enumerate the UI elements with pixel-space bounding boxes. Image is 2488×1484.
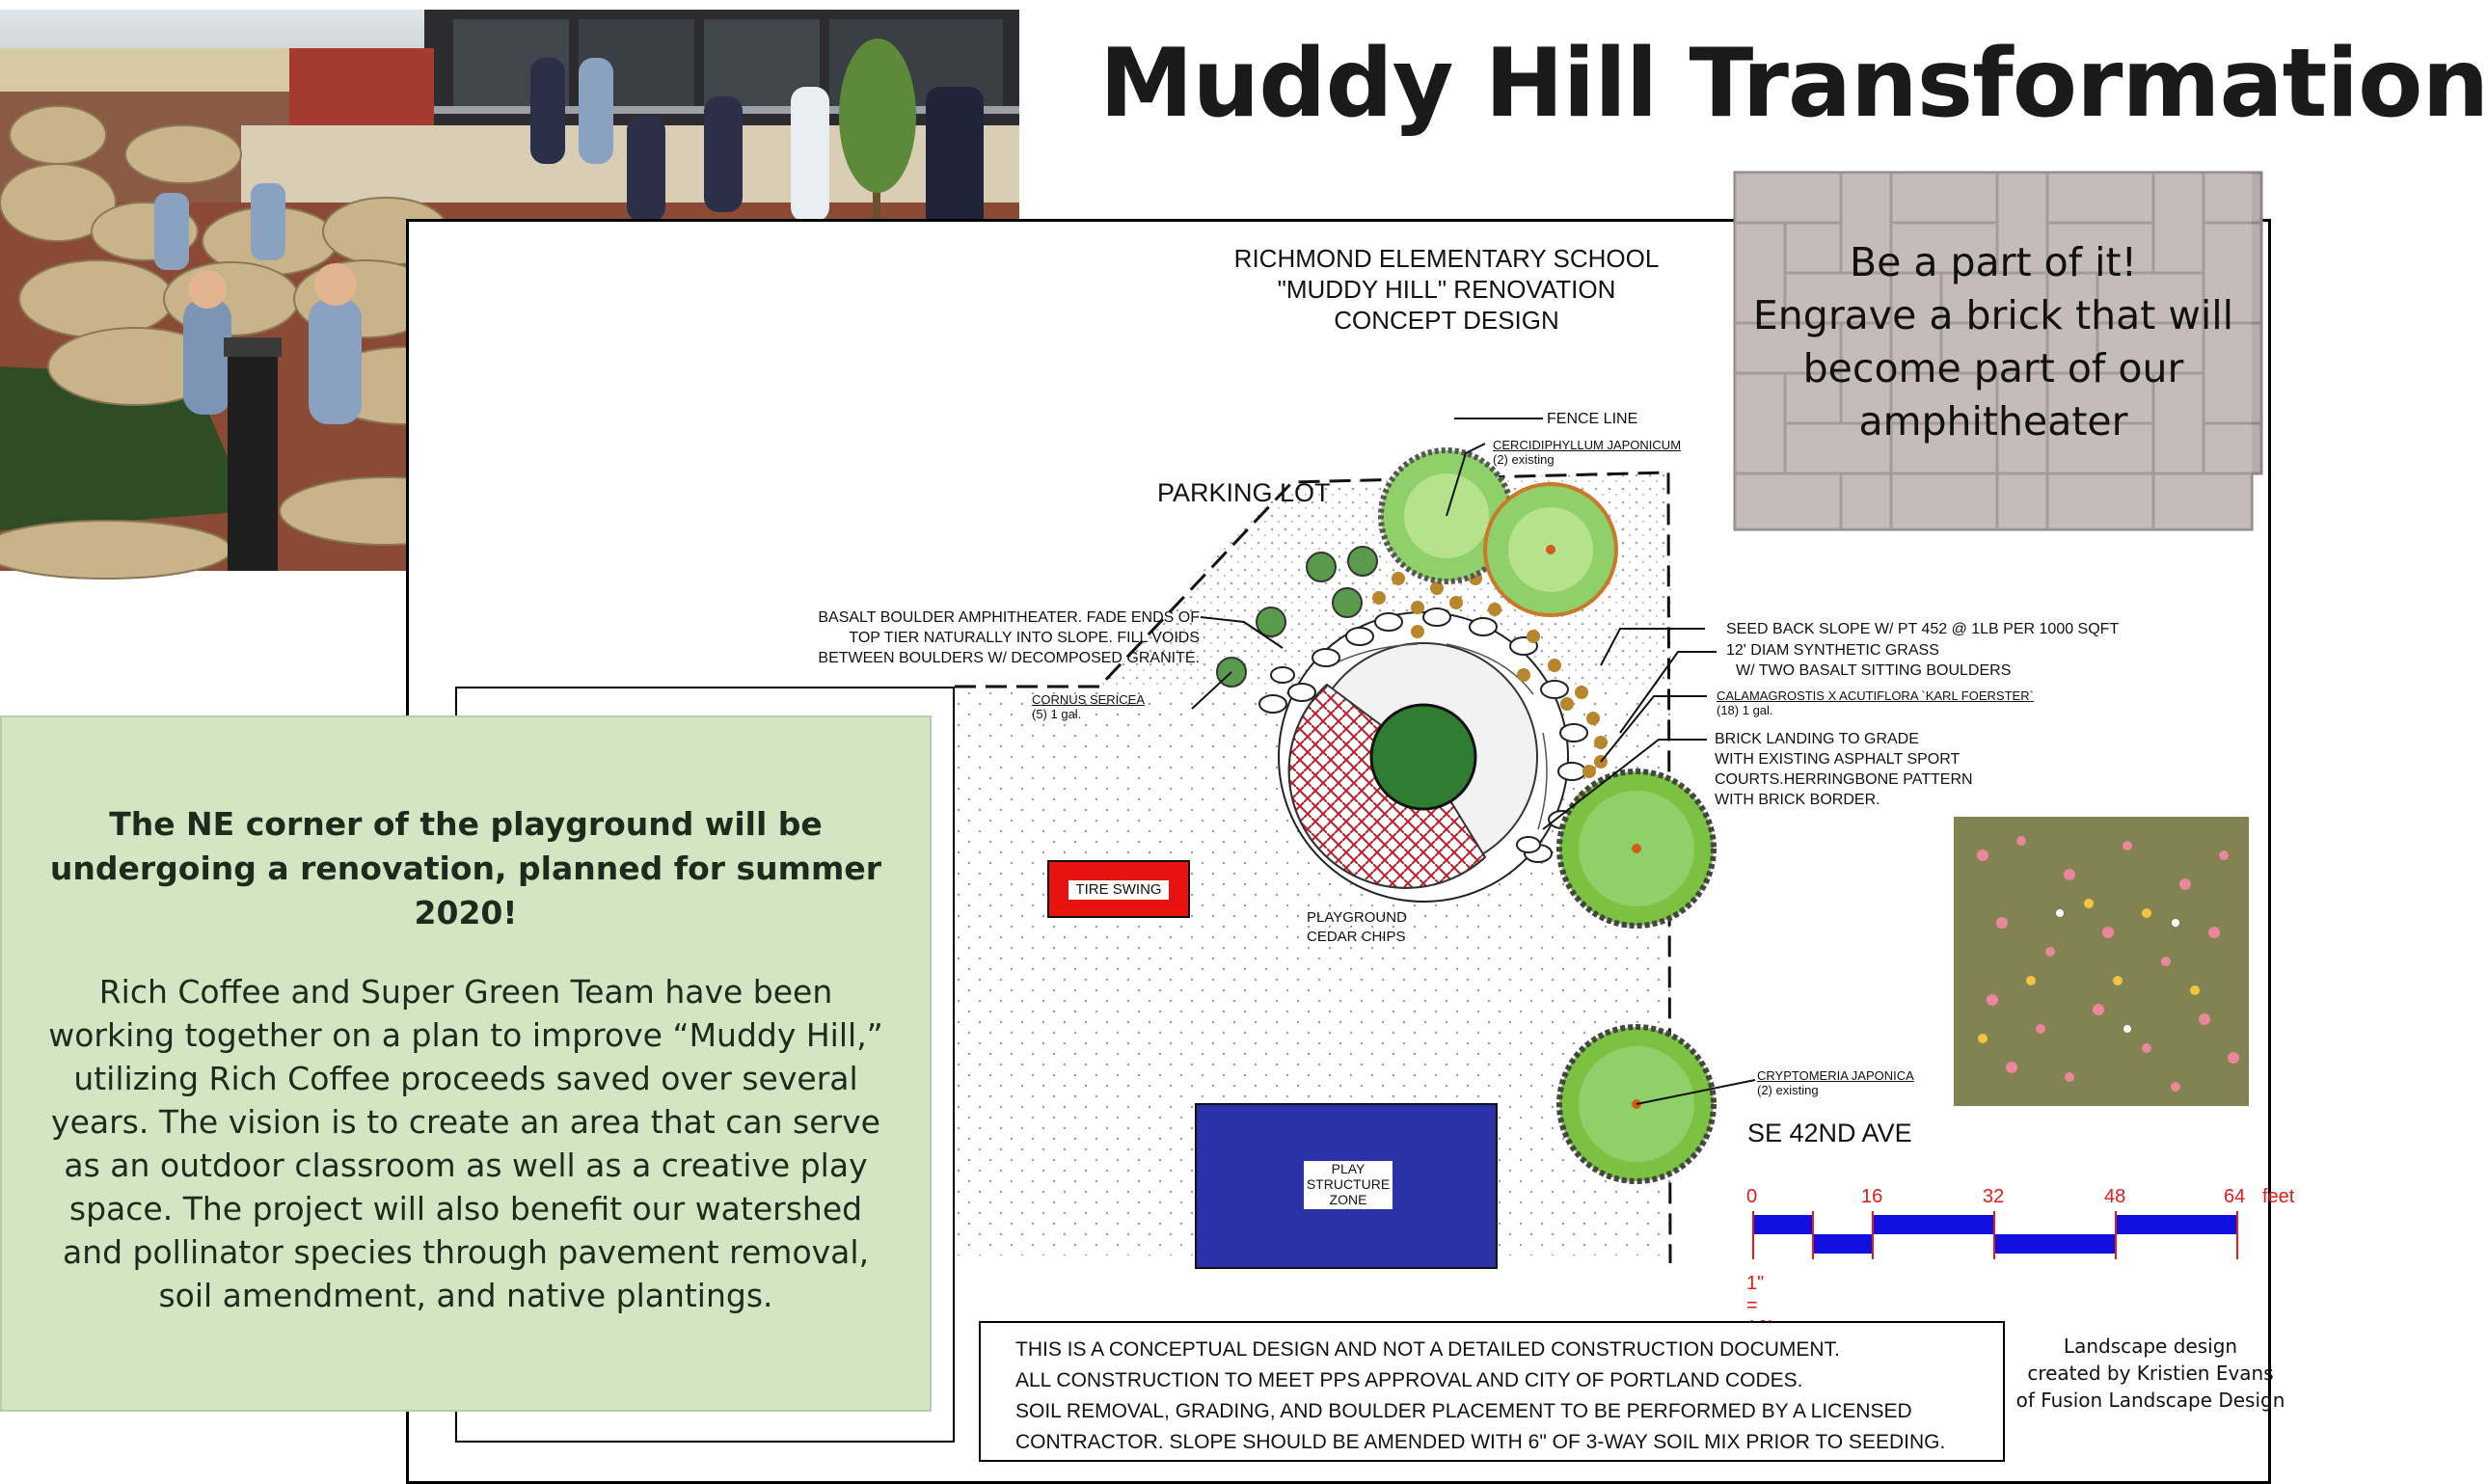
credit-line: Landscape design: [2063, 1335, 2238, 1358]
brick-text-line: become part of our: [1802, 345, 2184, 391]
brick-landing-label: [1715, 729, 1973, 810]
engrave-brick-panel: [1735, 173, 2252, 529]
brick-landing-line: WITH BRICK BORDER.: [1715, 792, 1880, 808]
tire-swing-label: TIRE SWING: [1075, 881, 1162, 898]
cercidiphyllum-qty: (2) existing: [1493, 452, 1555, 467]
disclaimer-line: SOIL REMOVAL, GRADING, AND BOULDER PLACEMENT TO BE PERFORMED BY A LICENSED: [1015, 1400, 1912, 1422]
scale-tick-label: 48: [2104, 1186, 2126, 1207]
cryptomeria-label: [1757, 1068, 1914, 1097]
synthetic-grass-label: [1726, 640, 2011, 681]
cornus-name: CORNUS SERICEA: [1032, 692, 1146, 707]
scale-unit-label: feet: [2262, 1186, 2295, 1207]
credit-line: of Fusion Landscape Design: [2015, 1389, 2285, 1412]
credit-line: created by Kristien Evans: [2027, 1362, 2274, 1385]
cercidiphyllum-label: [1493, 438, 1681, 467]
fence-line-label: FENCE LINE: [1547, 411, 1638, 427]
scale-tick-label: 0: [1746, 1186, 1758, 1207]
plan-header: [1205, 243, 1688, 336]
calamagrostis-name: CALAMAGROSTIS X ACUTIFLORA `KARL FOERSTER`: [1717, 688, 2034, 703]
scale-tick-label: 64: [2224, 1186, 2246, 1207]
info-body: Rich Coffee and Super Green Team have been working together on a plan to improve “Muddy Hill,” utilizing Rich Coffee proceeds saved over several years. The vision is to create an area that can serve as an outdoor classroom as well as a creative play space. The project will also benefit our watershed and pollinator species through pavement removal, soil amendment, and native plantings.: [48, 973, 883, 1314]
play-structure-label: [1304, 1161, 1393, 1207]
play-structure-line: PLAY: [1331, 1161, 1366, 1176]
engrave-brick-text: [1735, 236, 2252, 448]
playground-line: PLAYGROUND: [1307, 909, 1407, 926]
brick-text-line: Engrave a brick that will: [1752, 292, 2234, 338]
basalt-amphitheater-label: [785, 607, 1200, 668]
synthetic-line: W/ TWO BASALT SITTING BOULDERS: [1736, 662, 2012, 679]
plan-header-line: CONCEPT DESIGN: [1334, 306, 1559, 335]
cryptomeria-qty: (2) existing: [1757, 1083, 1819, 1097]
basalt-line: BASALT BOULDER AMPHITHEATER. FADE ENDS OF: [818, 609, 1200, 626]
wildflower-photo: [1954, 817, 2249, 1106]
scale-tick-label: 16: [1861, 1186, 1883, 1207]
playground-label: [1307, 908, 1407, 947]
cornus-qty: (5) 1 gal.: [1032, 707, 1082, 721]
synthetic-line: 12' DIAM SYNTHETIC GRASS: [1726, 642, 1939, 659]
cornus-label: [1032, 692, 1145, 721]
calamagrostis-label: [1717, 688, 2034, 717]
info-heading: The NE corner of the playground will be undergoing a renovation, planned for summer 2020!: [49, 805, 882, 931]
plan-header-line: RICHMOND ELEMENTARY SCHOOL: [1233, 244, 1660, 273]
disclaimer-box: [979, 1321, 2005, 1462]
disclaimer-line: CONTRACTOR. SLOPE SHOULD BE AMENDED WITH 6" OF 3-WAY SOIL MIX PRIOR TO SEEDING.: [1015, 1431, 1946, 1453]
calamagrostis-qty: (18) 1 gal.: [1717, 703, 1773, 717]
brick-landing-line: WITH EXISTING ASPHALT SPORT: [1715, 751, 1961, 768]
brick-text-line: Be a part of it!: [1849, 239, 2138, 285]
disclaimer-line: THIS IS A CONCEPTUAL DESIGN AND NOT A DETAILED CONSTRUCTION DOCUMENT.: [1015, 1338, 1840, 1361]
playground-line: CEDAR CHIPS: [1307, 929, 1406, 945]
play-structure-line: STRUCTURE: [1306, 1176, 1391, 1192]
scale-tick-label: 32: [1983, 1186, 2005, 1207]
page-title: Muddy Hill Transformation: [1099, 29, 2488, 139]
parking-lot-label: PARKING LOT: [1157, 478, 1331, 507]
street-label: SE 42ND AVE: [1747, 1119, 1912, 1147]
brick-landing-line: COURTS.HERRINGBONE PATTERN: [1715, 771, 1973, 788]
cryptomeria-name: CRYPTOMERIA JAPONICA: [1757, 1068, 1914, 1083]
play-structure-line: ZONE: [1329, 1192, 1367, 1207]
info-panel: [0, 715, 932, 1412]
plan-header-line: "MUDDY HILL" RENOVATION: [1277, 275, 1616, 304]
basalt-line: BETWEEN BOULDERS W/ DECOMPOSED GRANITE.: [818, 650, 1200, 666]
basalt-line: TOP TIER NATURALLY INTO SLOPE. FILL VOIDS: [849, 630, 1200, 646]
brick-text-line: amphitheater: [1858, 398, 2128, 445]
disclaimer-line: ALL CONSTRUCTION TO MEET PPS APPROVAL AND CITY OF PORTLAND CODES.: [1015, 1369, 1803, 1391]
cercidiphyllum-name: CERCIDIPHYLLUM JAPONICUM: [1493, 438, 1682, 452]
seed-back-slope-label: SEED BACK SLOPE W/ PT 452 @ 1LB PER 1000 SQFT: [1726, 621, 2120, 637]
scale-ratio-label: 1" =: [1746, 1273, 1765, 1316]
designer-credit: [2006, 1333, 2295, 1414]
brick-landing-line: BRICK LANDING TO GRADE: [1715, 731, 1919, 747]
